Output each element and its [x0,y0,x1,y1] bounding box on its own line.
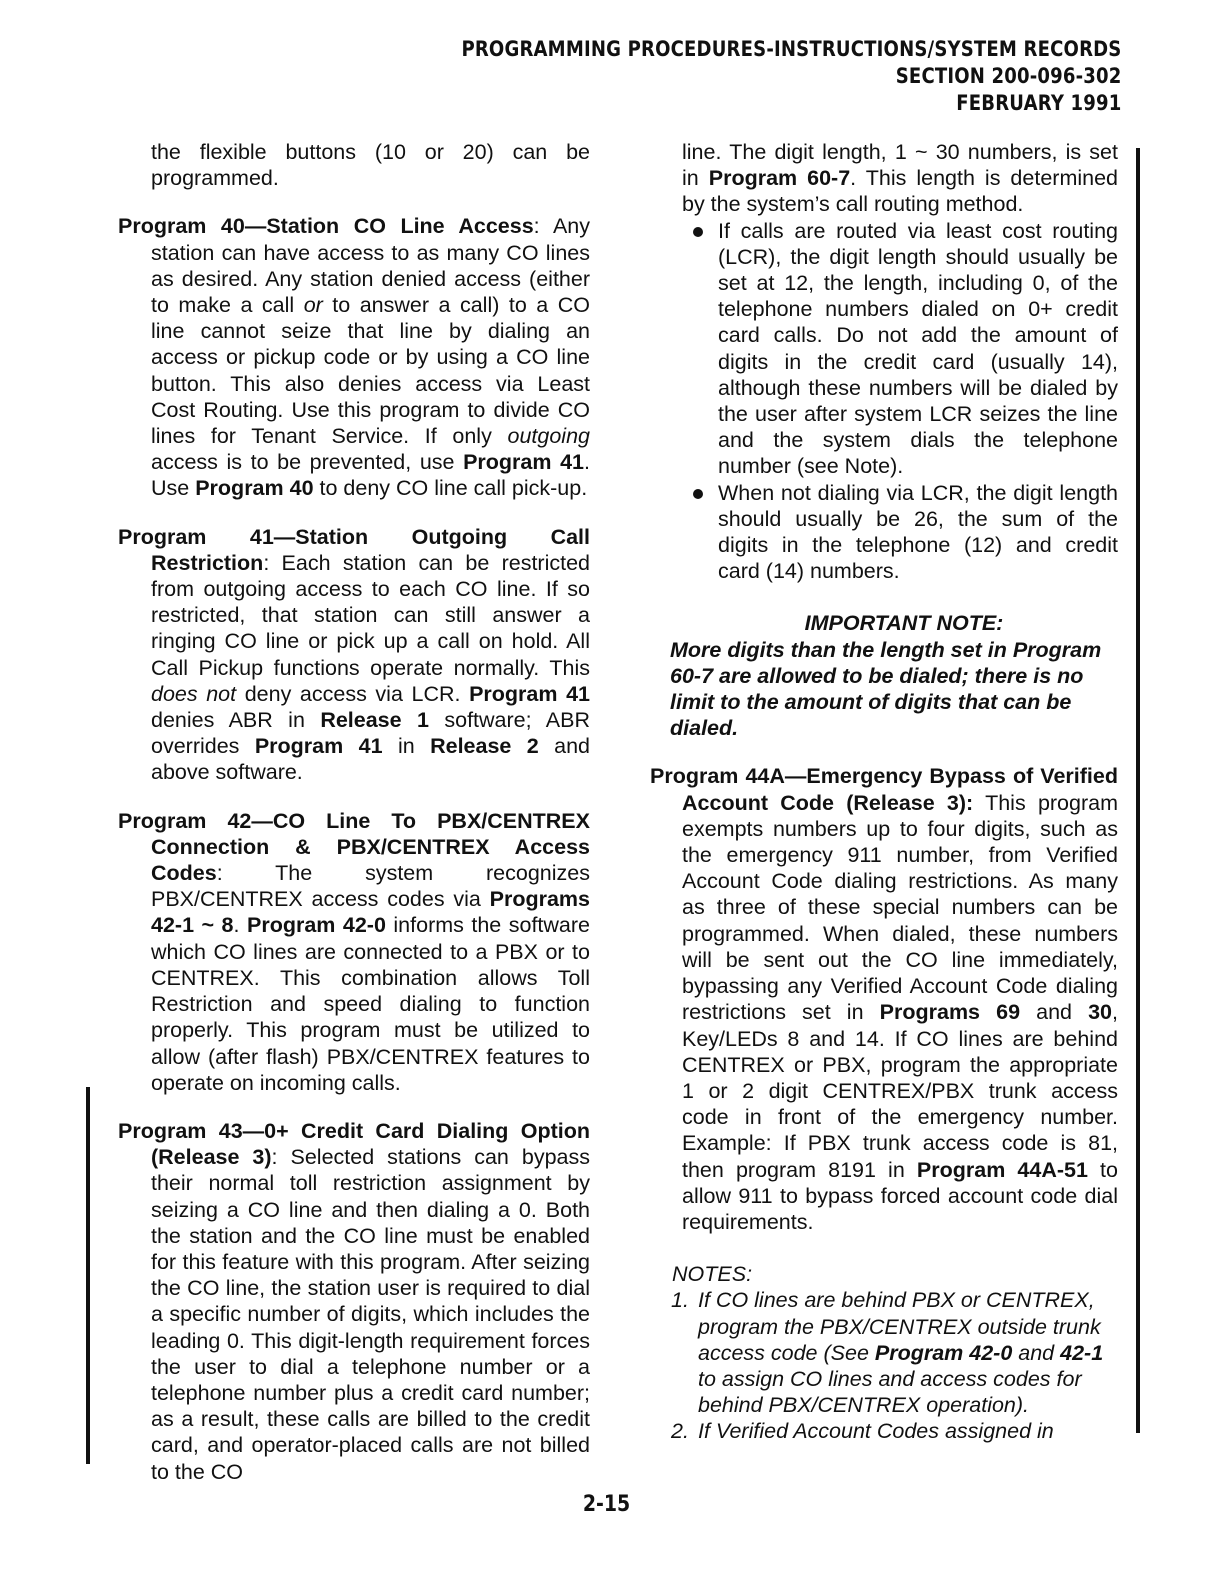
page-header [461,36,1121,117]
important-note-text: More digits than the length set in Program 60-7 are allowed to be dialed; there is no limit to the amount of digits that can be dialed. [670,637,1102,741]
change-bar-right [1136,148,1140,1433]
change-bar-left [86,1087,90,1464]
important-note-title: IMPORTANT NOTE: [804,611,1004,636]
program-40-entry: Program 40—Station CO Line Access: Any station can have access to as many CO lines as desired. Any station denied access (either to make a call or to answer a call) to a CO line cannot seize that line by dialing an access or pickup code or by using a CO line button. This also denies access via Least Cost Routing. Use this program to divide CO lines for Tenant Service. If only outgoing access is to be prevented, use Program 41. Use Program 40 to deny CO line call pick-up. [118,214,590,501]
program-41-entry: Program 41—Station Outgoing Call Restriction: Each station can be restricted from outgoing access to each CO line. If so restricted, that station can still answer a ringing CO line or pick up a call on hold. All Call Pickup functions operate normally. This does not deny access via LCR. Program 41 denies ABR in Release 1 software; ABR overrides Program 41 in Release 2 and above software. [118,524,591,785]
header-section: SECTION 200-096-302 [895,64,1121,88]
program-42-heading: Program 42—CO Line To PBX/CENTREX Connection & PBX/CENTREX Access Codes [118,808,590,886]
list-item: 1. If CO lines are behind PBX or CENTREX, program the PBX/CENTREX outside trunk access code (See Program 42-0 and 42-1 to assign CO lines and access codes for behind PBX/CENTREX operation). [671,1288,1104,1418]
bullet-icon [693,489,703,499]
program-41-heading: Program 41—Station Outgoing Call Restriction [118,524,590,575]
right-column [650,139,1118,1445]
program-40-heading: Program 40—Station CO Line Access [118,214,534,239]
program-43-continuation: line. The digit length, 1 ~ 30 numbers, is set in Program 60-7. This length is determined by the system’s call routing method. [682,140,1118,217]
program-44a-heading: Program 44A—Emergency Bypass of Verified Account Code (Release 3): [650,764,1118,815]
routing-bullet-list [650,218,1118,585]
bullet-icon [693,227,703,237]
header-date: FEBRUARY 1991 [955,91,1121,115]
program-42-entry: Program 42—CO Line To PBX/CENTREX Connection & PBX/CENTREX Access Codes: The system recognizes PBX/CENTREX access codes via Programs 42-1 ~ 8. Program 42-0 informs the software which CO lines are connected to a PBX or to CENTREX. This combination allows Toll Restriction and speed dialing to function properly. This program must be utilized to allow (after flash) PBX/CENTREX features to operate on incoming calls. [118,808,591,1095]
notes-list [650,1287,1118,1444]
page-number: 2-15 [582,1492,631,1517]
list-item: 2. If Verified Account Codes assigned in [671,1419,1054,1444]
program-43-entry: Program 43—0+ Credit Card Dialing Option (Release 3): Selected stations can bypass their normal toll restriction assignment by seizing a CO line and then dialing a 0. Both the station and the CO line must be enabled for this feature with this program. After seizing the CO line, the station user is required to dial a specific number of digits, which includes the leading 0. This digit-length requirement forces the user to dial a telephone number or a telephone number plus a credit card number; as a result, these calls are billed to the credit card, and operator-placed calls are not billed to the CO [118,1118,590,1484]
left-column [118,139,590,1485]
notes-title: NOTES: [672,1262,753,1287]
list-item: If calls are routed via least cost routing (LCR), the digit length should usually be set at 12, the length, including 0, of the telephone numbers dialed on 0+ credit card calls. Do not add the amount of digits in the credit card (usually 14), although these numbers will be dialed by the user after system LCR seizes the line and the system dials the telephone number (see Note). [718,218,1118,480]
intro-continuation: the flexible buttons (10 or 20) can be programmed. [151,140,590,191]
program-44a-entry: Program 44A—Emergency Bypass of Verified Account Code (Release 3): This program exempts numbers up to four digits, such as the emergency 911 number, from Verified Account Code dialing restrictions. As many as three of these special numbers can be programmed. When dialed, these numbers will be sent out the CO line immediately, bypassing any Verified Account Code dialing restrictions set in Programs 69 and 30, Key/LEDs 8 and 14. If CO lines are behind CENTREX or PBX, program the appropriate 1 or 2 digit CENTREX/PBX trunk access code in front of the emergency number. Example: If PBX trunk access code is 81, then program 8191 in Program 44A-51 to allow 911 to bypass forced account code dial requirements. [650,764,1118,1234]
program-43-heading: Program 43—0+ Credit Card Dialing Option (Release 3) [118,1118,590,1170]
header-title: PROGRAMMING PROCEDURES-INSTRUCTIONS/SYSTEM RECORDS [460,37,1121,61]
list-item: When not dialing via LCR, the digit length should usually be 26, the sum of the digits in the telephone (12) and credit card (14) numbers. [718,480,1118,585]
